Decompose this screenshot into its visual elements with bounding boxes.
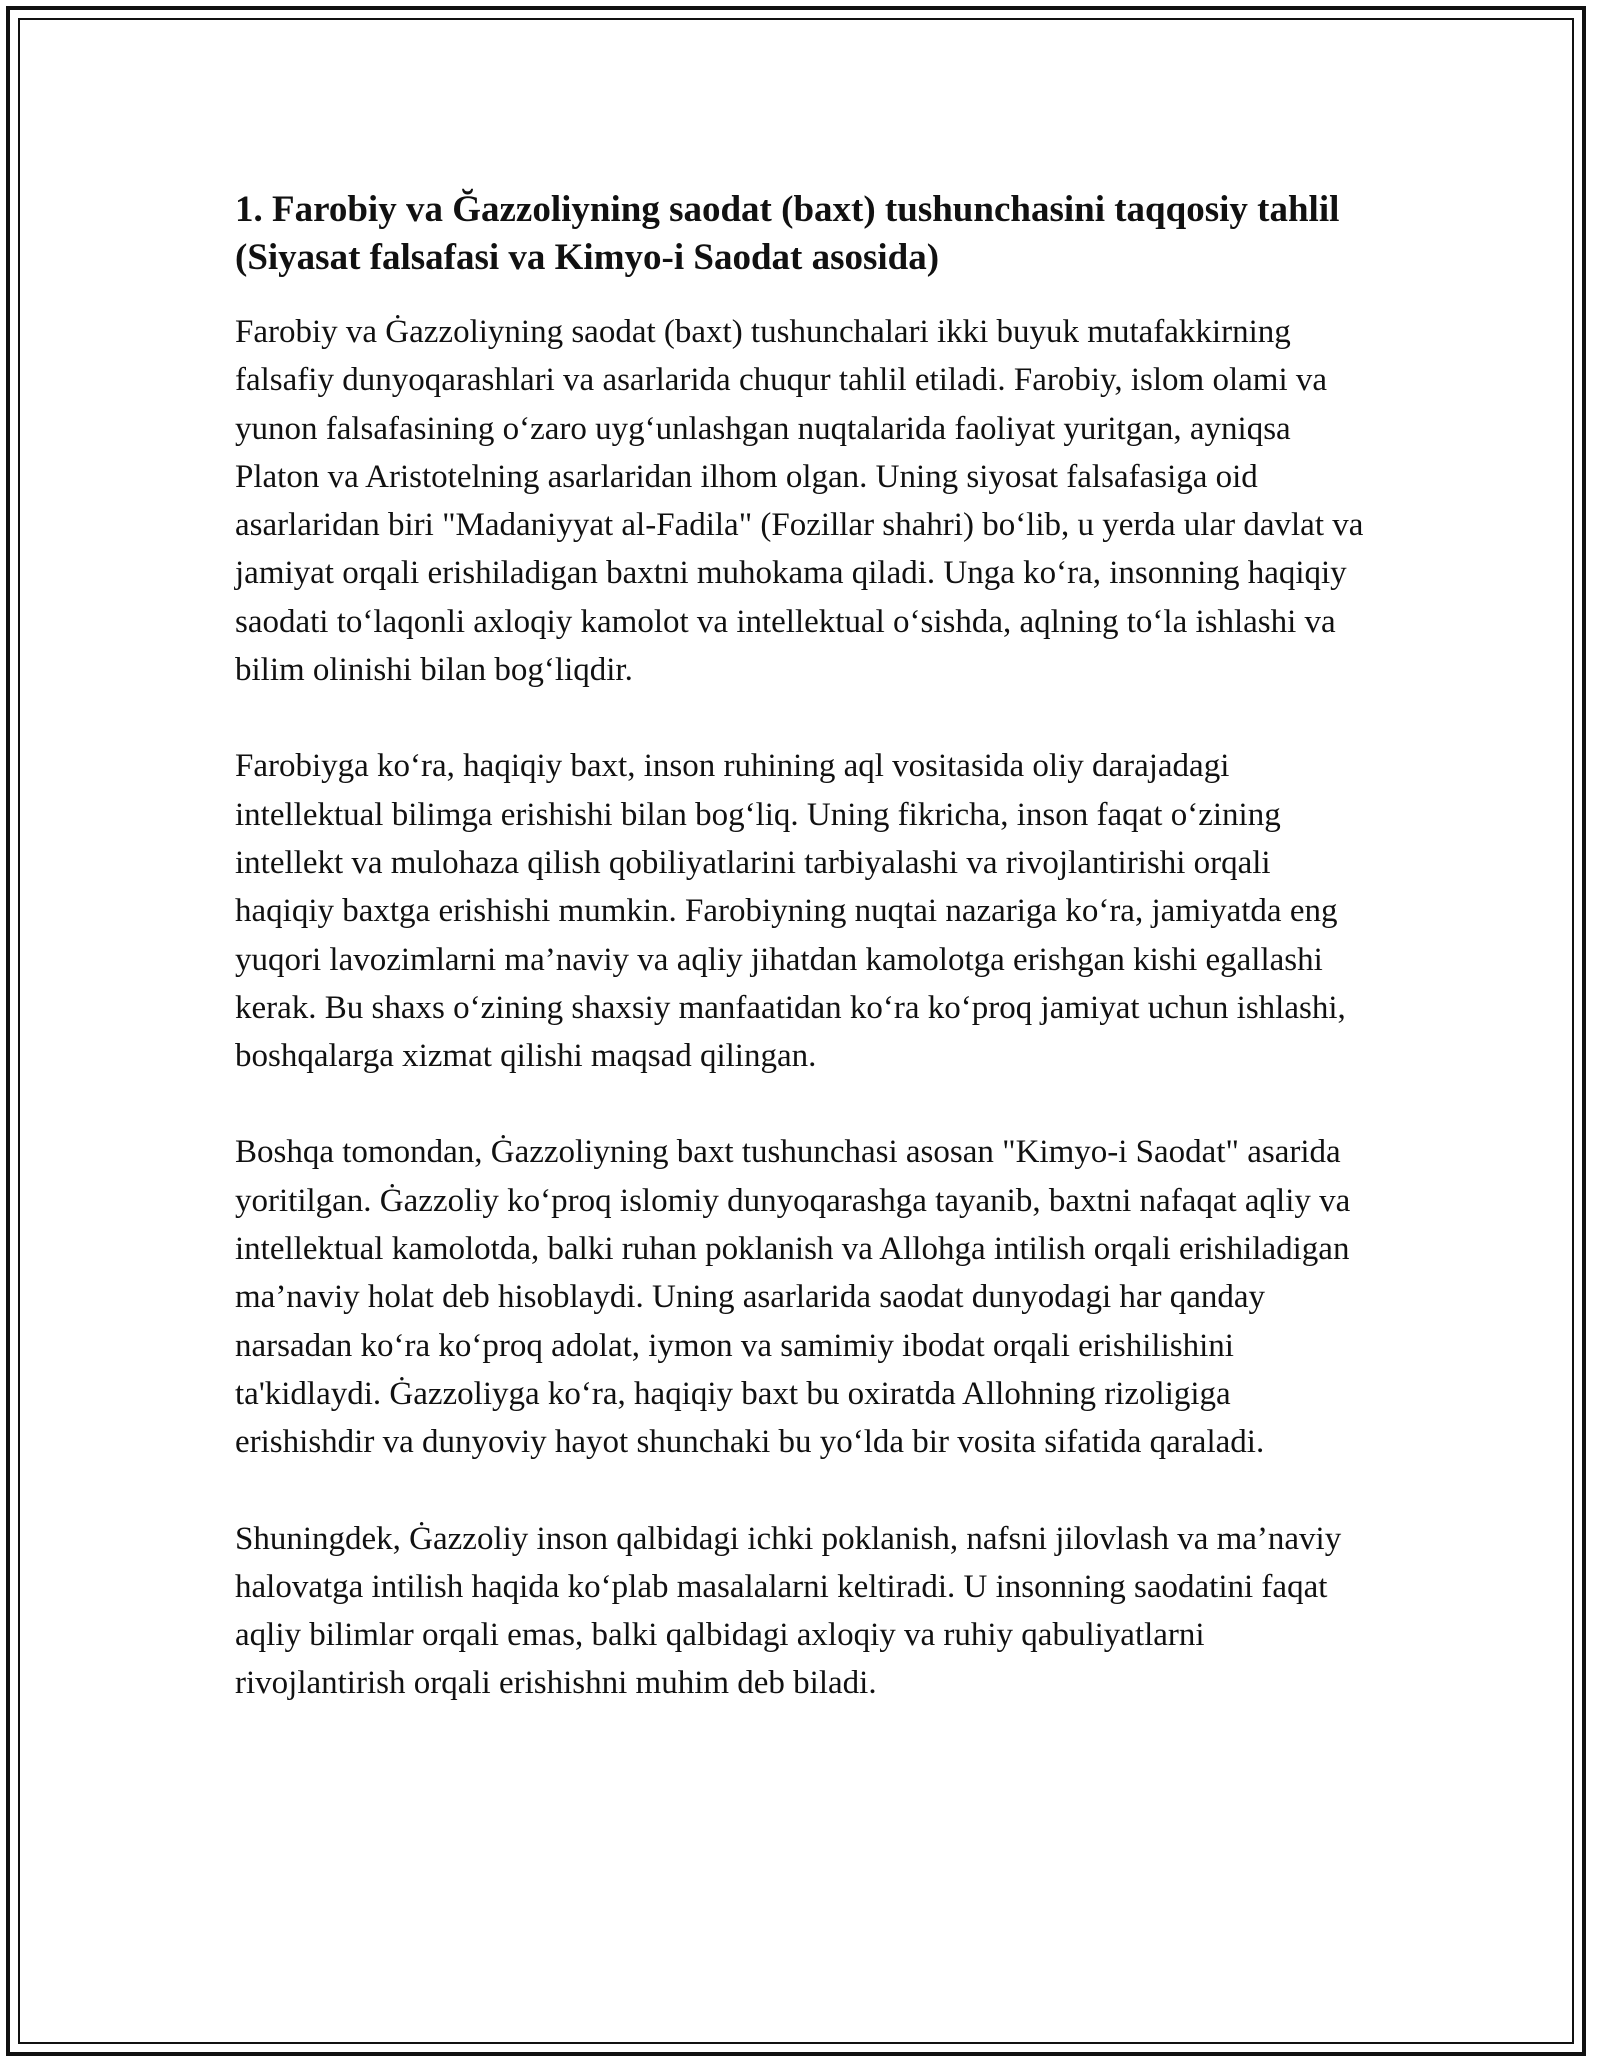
paragraph-4: Shuningdek, Ġazzoliy inson qalbidagi ichki poklanish, nafsni jilovlash va ma’naviy halovatga intilish haqida ko‘plab masalalarni keltiradi. U insonning saodatini faqat aqliy bilimlar orqali emas, balki qalbidagi axloqiy va ruhiy qabuliyatlarni rivojlantirish orqali erishishni muhim deb biladi.: [235, 1520, 1342, 1702]
document-title: 1. Farobiy va Ğazzoliyning saodat (baxt) tushunchasini taqqosiy tahlil (Siyasat falsafasi va Kimyo-i Saodat asosida): [235, 189, 1340, 278]
paragraph-3: Boshqa tomondan, Ġazzoliyning baxt tushunchasi asosan "Kimyo-i Saodat" asarida yoritilgan. Ġazzoliy ko‘proq islomiy dunyoqarashga tayanib, baxtni nafaqat aqliy va intellektual kamolotda, balki ruhan poklanish va Allohga intilish orqali erishiladigan ma’naviy holat deb hisoblaydi. Uning asarlarida saodat dunyodagi har qanday narsadan ko‘ra ko‘proq adolat, iymon va samimiy ibodat orqali erishilishini ta'kidlaydi. Ġazzoliyga ko‘ra, haqiqiy baxt bu oxiratda Allohning rizoligiga erishishdir va dunyoviy hayot shunchaki bu yo‘lda bir vosita sifatida qaraladi.: [235, 1134, 1351, 1461]
paragraph-2: Farobiyga ko‘ra, haqiqiy baxt, inson ruhining aql vositasida oliy darajadagi intellektual bilimga erishishi bilan bog‘liq. Uning fikricha, inson faqat o‘zining intellekt va mulohaza qilish qobiliyatlarini tarbiyalashi va rivojlantirishi orqali haqiqiy baxtga erishishi mumkin. Farobiyning nuqtai nazariga ko‘ra, jamiyatda eng yuqori lavozimlarni ma’naviy va aqliy jihatdan kamolotga erishgan kishi egallashi kerak. Bu shaxs o‘zining shaxsiy manfaatidan ko‘ra ko‘proq jamiyat uchun ishlashi, boshqalarga xizmat qilishi maqsad qilingan.: [235, 748, 1346, 1075]
document-body: [235, 186, 1375, 1756]
paragraph-1: Farobiy va Ġazzoliyning saodat (baxt) tushunchalari ikki buyuk mutafakkirning falsafiy dunyoqarashlari va asarlarida chuqur tahlil etiladi. Farobiy, islom olami va yunon falsafasining o‘zaro uyg‘unlashgan nuqtalarida faoliyat yuritgan, ayniqsa Platon va Aristotelning asarlaridan ilhom olgan. Uning siyosat falsafasiga oid asarlaridan biri "Madaniyyat al-Fadila" (Fozillar shahri) bo‘lib, u yerda ular davlat va jamiyat orqali erishiladigan baxtni muhokama qiladi. Unga ko‘ra, insonning haqiqiy saodati to‘laqonli axloqiy kamolot va intellektual o‘sishda, aqlning to‘la ishlashi va bilim olinishi bilan bog‘liqdir.: [235, 314, 1364, 689]
